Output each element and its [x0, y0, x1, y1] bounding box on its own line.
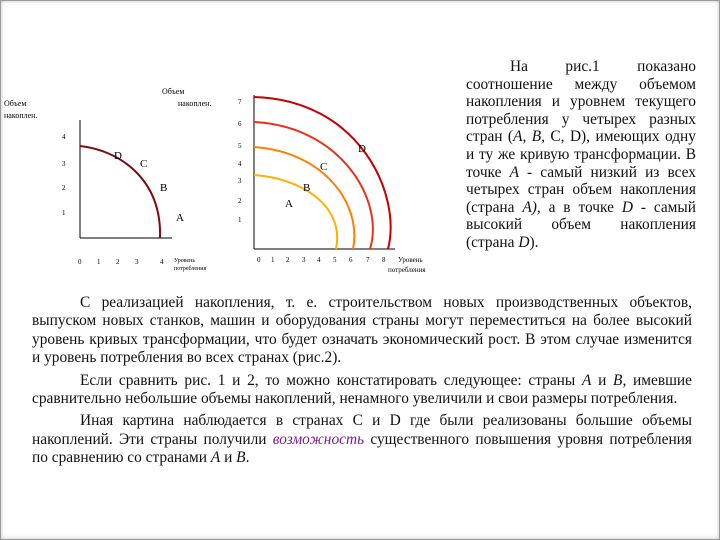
fig2-x-tick: 3 [302, 256, 306, 264]
fig1-y-tick: 4 [62, 133, 66, 141]
fig2-x-axis-label-1: Уровень [398, 256, 423, 264]
fig1-y-tick: 1 [62, 209, 66, 217]
figure-explanation: На рис.1 показано соотношение между объемом накопления и уровнем текущего потребления у четырех разных стран (А, В, С, D), имеющих одну и ту же кривую трансформации. В точке А - самый низкий из всех четырех стран объем накопления (страна А), а в точке D - самый высокий объем накопления (страна D). [466, 58, 696, 251]
fig2-y-tick: 7 [238, 98, 242, 106]
fig1-point-label-a: A [176, 212, 184, 224]
fig2-x-tick: 6 [349, 256, 353, 264]
fig1-x-axis-label-2: потребления [174, 266, 207, 272]
fig2-x-axis-label-2: потребления [388, 266, 426, 274]
fig2-curve-label-d: D [358, 143, 366, 155]
fig1-point-label-b: B [160, 182, 168, 194]
fig2-y-tick: 6 [238, 120, 242, 128]
paragraph-3: Иная картина наблюдается в странах С и D где были реализованы большие объемы накоплений. Эти страны получили возможность существенного повышения уровня потребления по сравнению со странами А и В. [32, 412, 692, 467]
fig2-curve-label-c: C [320, 161, 328, 173]
fig2-y-tick: 3 [238, 177, 242, 185]
fig2-x-tick: 5 [333, 256, 337, 264]
fig2-y-tick: 5 [238, 142, 242, 150]
body-text [32, 294, 692, 472]
fig1-x-tick: 3 [135, 258, 139, 266]
paragraph-2: Если сравнить рис. 1 и 2, то можно констатировать следующее: страны А и В, имевшие сравнительно небольшие объемы накоплений, ненамного увеличили и свои размеры потребления. [32, 371, 693, 408]
fig1-x-axis-label-1: Уровень [174, 258, 196, 264]
fig1-y-tick: 3 [62, 160, 66, 168]
fig2-curve-label-a: A [285, 198, 293, 210]
fig1-x-tick: 0 [78, 258, 82, 266]
fig1-y-tick: 2 [62, 184, 66, 192]
fig1-point-label-d: D [114, 150, 122, 162]
fig2-y-axis-label-2: накоплен. [178, 99, 212, 108]
fig2-x-tick: 4 [317, 256, 321, 264]
fig2-x-tick: 1 [271, 256, 275, 264]
fig2-y-axis-label-1: Объем [162, 87, 185, 96]
fig2-x-tick: 7 [366, 256, 370, 264]
paragraph-1: С реализацией накопления, т. е. строительством новых производственных объектов, выпуском новых станков, машин и оборудования страны могут переместиться на более высокий уровень кривых трансформации, что будет означать экономический рост. В этом случае изменится и уровень потребления во всех странах (рис.2). [32, 294, 692, 367]
fig1-x-tick: 2 [116, 258, 120, 266]
fig2-curve-b [254, 147, 354, 249]
fig2-y-tick: 2 [238, 197, 242, 205]
fig1-point-label-c: C [140, 158, 148, 170]
fig2-x-tick: 2 [286, 256, 290, 264]
fig1-x-tick: 4 [160, 258, 164, 266]
fig2-y-tick: 4 [238, 160, 242, 168]
fig1-x-tick: 1 [97, 258, 101, 266]
fig2-curve-label-b: B [303, 182, 311, 194]
fig2-x-tick: 8 [382, 256, 386, 264]
fig1-y-axis-label-1: Объем [4, 99, 27, 108]
fig2-y-tick: 1 [238, 216, 242, 224]
fig2-x-tick: 0 [257, 256, 261, 264]
highlighted-word: возможность [272, 430, 365, 448]
fig1-y-axis-label-2: накоплен. [4, 111, 38, 120]
fig2-curve-a [254, 175, 337, 249]
